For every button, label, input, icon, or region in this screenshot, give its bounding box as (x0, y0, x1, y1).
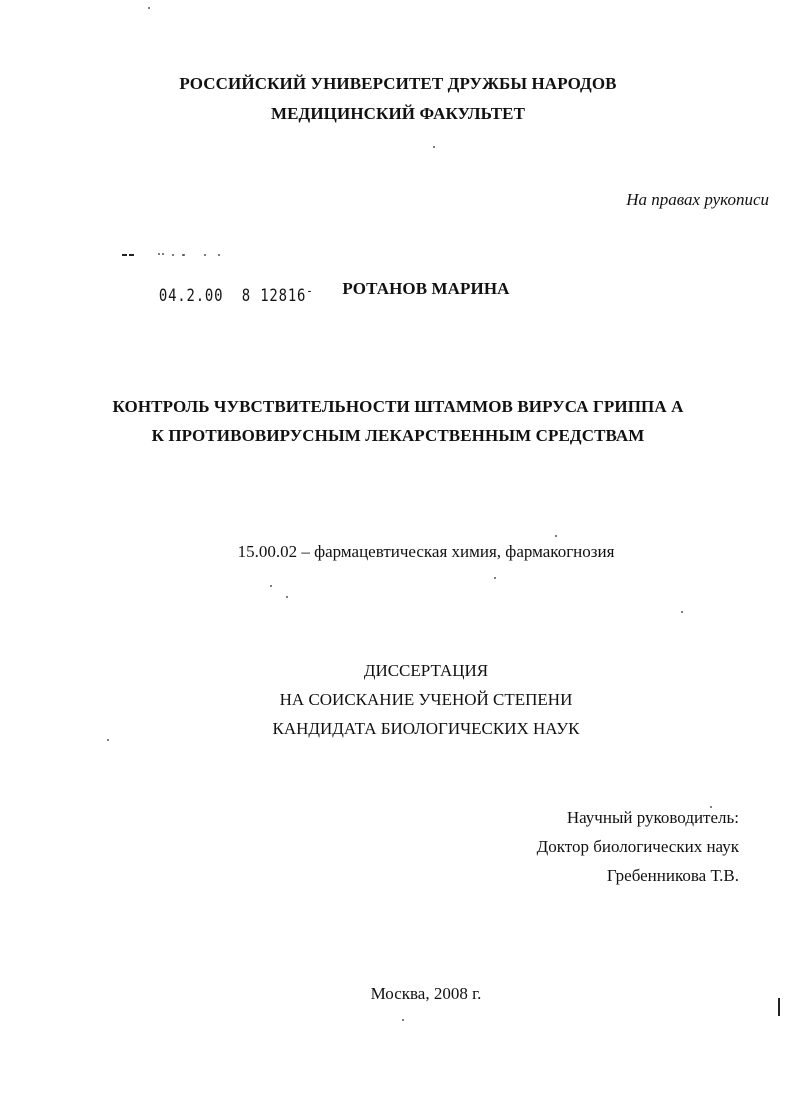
specialty-code: 15.00.02 – фармацевтическая химия, фармакогнозия (237, 542, 615, 561)
scan-speck (107, 739, 109, 741)
scan-speck (494, 577, 496, 579)
scan-speck (270, 585, 272, 587)
city-year: Москва, 2008 г. (370, 984, 482, 1003)
supervisor-label: Научный руководитель: (566, 808, 739, 827)
thesis-title-line-2: К ПРОТИВОВИРУСНЫМ ЛЕКАРСТВЕННЫМ СРЕДСТВАМ (151, 426, 645, 445)
faculty-name: МЕДИЦИНСКИЙ ФАКУЛЬТЕТ (270, 104, 526, 123)
scan-speck (402, 1019, 404, 1021)
scan-mark (778, 998, 780, 1016)
manuscript-note: На правах рукописи (626, 190, 769, 209)
supervisor-degree: Доктор биологических наук (536, 837, 739, 856)
degree-line-3: КАНДИДАТА БИОЛОГИЧЕСКИХ НАУК (272, 719, 580, 738)
supervisor-name: Гребенникова Т.В. (606, 866, 739, 885)
scan-speck (555, 535, 557, 537)
stamp-code-text: 04.2.00 8 12816 (158, 286, 307, 306)
scan-speck (433, 146, 435, 148)
stamp-dash: - (306, 284, 314, 299)
thesis-title-line-1: КОНТРОЛЬ ЧУВСТВИТЕЛЬНОСТИ ШТАММОВ ВИРУСА ГРИППА А (112, 397, 684, 416)
degree-line-2: НА СОИСКАНИЕ УЧЕНОЙ СТЕПЕНИ (279, 690, 573, 709)
scan-speck (286, 596, 288, 598)
scan-speck (148, 7, 150, 9)
scan-speck (710, 806, 712, 808)
degree-line-1: ДИССЕРТАЦИЯ (363, 661, 489, 680)
university-name: РОССИЙСКИЙ УНИВЕРСИТЕТ ДРУЖБЫ НАРОДОВ (179, 74, 617, 93)
stamp-dots (122, 252, 212, 258)
scan-speck (681, 611, 683, 613)
author-name: РОТАНОВ МАРИНА (342, 279, 510, 298)
